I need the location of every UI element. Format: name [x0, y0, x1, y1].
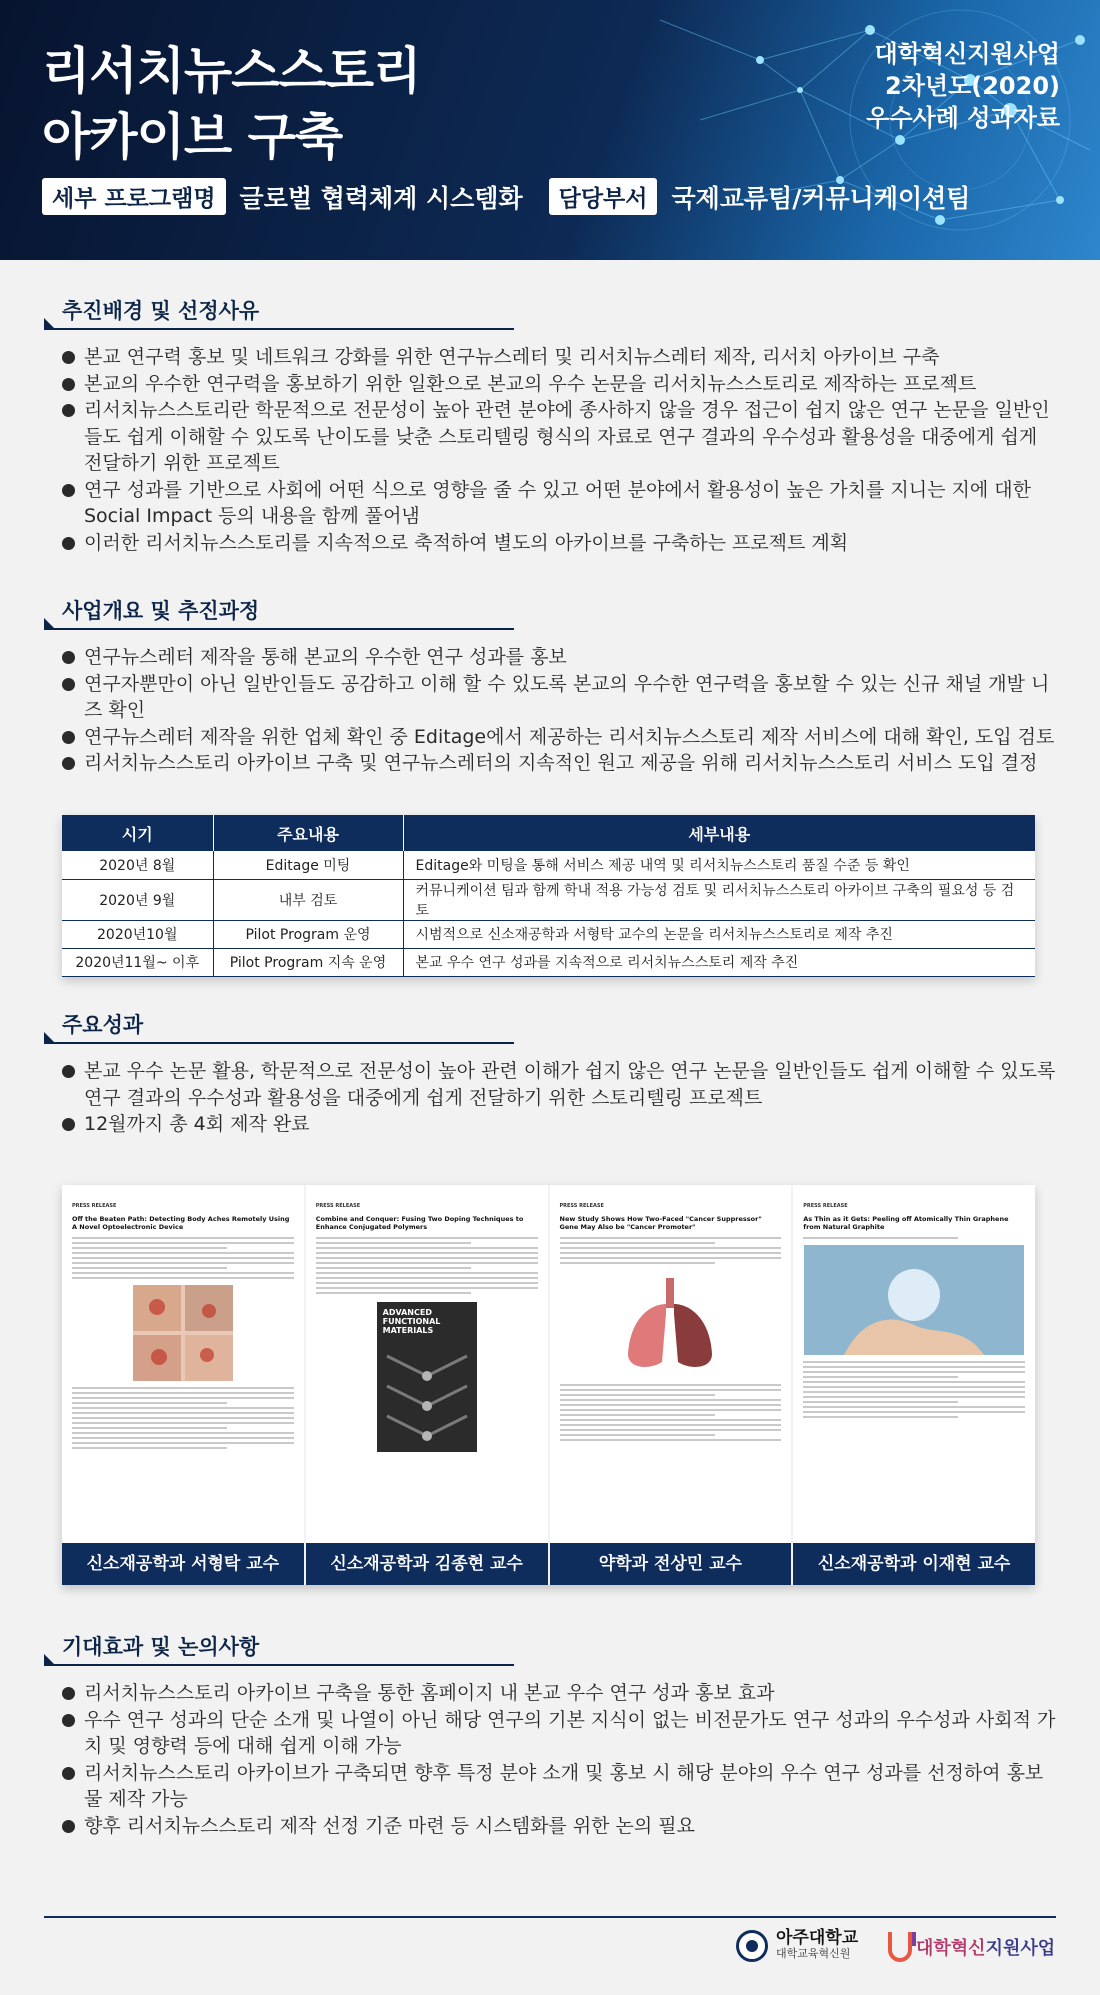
paper-headline: Combine and Conquer: Fusing Two Doping Techniques to Enhance Conjugated Polymers — [315, 1215, 524, 1231]
univ-logo-a: 대학혁신 — [916, 1938, 986, 1959]
paper-card — [62, 1185, 304, 1585]
paper-caption: 신소재공학과 이재현 교수 — [793, 1543, 1035, 1585]
press-release-page — [72, 1203, 294, 1525]
list-item: 본교 우수 논문 활용, 학문적으로 전문성이 높아 관련 이해가 쉽지 않은 연구 논문을 일반인들도 쉽게 이해할 수 있도록 연구 결과의 우수성과 활용성을 대중에게 쉽게 전달하기 위한 스토리텔링 프로젝트 — [62, 1058, 1060, 1111]
journal-title: ADVANCED FUNCTIONAL MATERIALS — [382, 1308, 441, 1335]
section-effects — [40, 1632, 1060, 1839]
paper-headline: Off the Beaten Path: Detecting Body Aches Remotely Using A Novel Optoelectronic Device — [72, 1215, 290, 1231]
list-item: 본교의 우수한 연구력을 홍보하기 위한 일환으로 본교의 우수 논문을 리서치뉴스스토리로 제작하는 프로젝트 — [62, 371, 1060, 398]
table-header-row — [62, 815, 1035, 851]
u-mark-icon — [888, 1932, 912, 1962]
univ-innovation-logo — [888, 1932, 1055, 1962]
bullet-list — [62, 1058, 1060, 1138]
title-line-2: 아카이브 구축 — [42, 108, 343, 166]
list-item: 연구 성과를 기반으로 사회에 어떤 식으로 영향을 줄 수 있고 어떤 분야에서 활용성이 높은 가치를 지니는 지에 대한 Social Impact 등의 내용을 함께 풀어냄 — [62, 477, 1060, 530]
table-cell: 내부 검토 — [213, 879, 403, 920]
paper-card — [306, 1185, 548, 1585]
header-cell: 시기 — [62, 815, 213, 851]
journal-cover-icon — [377, 1302, 477, 1452]
list-item: 이러한 리서치뉴스스토리를 지속적으로 축적하여 별도의 아카이브를 구축하는 프로젝트 계획 — [62, 530, 1060, 557]
list-item: 12월까지 총 4회 제작 완료 — [62, 1111, 1060, 1138]
badge-line-1: 대학혁신지원사업 — [874, 40, 1060, 68]
bullet-list — [62, 1680, 1060, 1839]
program-value: 글로벌 협력체계 시스템화 — [239, 183, 523, 213]
list-item: 연구뉴스레터 제작을 위한 업체 확인 중 Editage에서 제공하는 리서치뉴스스토리 제작 서비스에 대해 확인, 도입 검토 — [62, 724, 1060, 751]
dept-value: 국제교류팀/커뮤니케이션팀 — [671, 183, 971, 213]
bullet-list — [62, 344, 1060, 556]
table-row — [62, 879, 1035, 920]
table-cell: 2020년10월 — [62, 920, 213, 948]
dept-label: 담당부서 — [549, 178, 658, 215]
program-label: 세부 프로그램명 — [42, 178, 226, 215]
timeline-table — [62, 815, 1035, 977]
list-item: 리서치뉴스스토리란 학문적으로 전문성이 높아 관련 분야에 종사하지 않을 경우 접근이 쉽지 않은 연구 논문을 일반인들도 쉽게 이해할 수 있도록 난이도를 낮춘 스토리텔링 형식의 자료로 연구 결과의 우수성과 활용성을 대중에게 쉽게 전달하기 위한 프로젝트 — [62, 397, 1060, 477]
ajou-logo — [736, 1930, 858, 1962]
table-cell: 시범적으로 신소재공학과 서형탁 교수의 논문을 리서치뉴스스토리로 제작 추진 — [403, 920, 1035, 948]
table-cell: Pilot Program 운영 — [213, 920, 403, 948]
press-label: PRESS RELEASE — [559, 1203, 604, 1209]
paper-card — [793, 1185, 1035, 1585]
badge-line-3: 우수사례 성과자료 — [866, 104, 1060, 132]
title-line-1: 리서치뉴스스토리 — [42, 42, 421, 100]
table-cell: 2020년 9월 — [62, 879, 213, 920]
press-release-page — [316, 1203, 538, 1525]
table-cell: 2020년11월~ 이후 — [62, 948, 213, 976]
table-row — [62, 851, 1035, 879]
page-title — [42, 38, 420, 170]
ajou-name: 아주대학교 — [776, 1928, 859, 1948]
table-cell: Pilot Program 지속 운영 — [213, 948, 403, 976]
paper-caption: 약학과 전상민 교수 — [550, 1543, 792, 1585]
table-cell: Editage 미팅 — [213, 851, 403, 879]
table-row — [62, 948, 1035, 976]
hand-pain-photo-icon — [133, 1285, 233, 1381]
badge-line-2: 2차년도(2020) — [885, 72, 1060, 100]
section-title: 기대효과 및 논의사항 — [40, 1632, 1060, 1666]
section-overview — [40, 596, 1060, 777]
paper-caption: 신소재공학과 김종현 교수 — [306, 1543, 548, 1585]
header-banner — [0, 0, 1100, 260]
paper-card — [550, 1185, 792, 1585]
table-cell: Editage와 미팅을 통해 서비스 제공 내역 및 리서치뉴스스토리 품질 수준 등 확인 — [403, 851, 1035, 879]
paper-gallery — [62, 1185, 1035, 1585]
university-seal-icon — [736, 1930, 768, 1962]
header-cell: 주요내용 — [213, 815, 403, 851]
paper-headline: As Thin as it Gets: Peeling off Atomically Thin Graphene from Natural Graphite — [803, 1215, 1009, 1231]
list-item: 연구자뿐만이 아닌 일반인들도 공감하고 이해 할 수 있도록 본교의 우수한 연구력을 홍보할 수 있는 신규 채널 개발 니즈 확인 — [62, 671, 1060, 724]
univ-logo-b: 지원사업 — [985, 1938, 1056, 1959]
table-row — [62, 920, 1035, 948]
press-label: PRESS RELEASE — [72, 1203, 117, 1209]
bullet-list — [62, 644, 1060, 777]
footer-divider — [44, 1916, 1056, 1918]
graphene-hand-photo-icon — [804, 1245, 1024, 1355]
press-release-page — [803, 1203, 1025, 1525]
section-title: 주요성과 — [40, 1010, 1060, 1044]
list-item: 리서치뉴스스토리 아카이브 구축을 통한 홈페이지 내 본교 우수 연구 성과 홍보 효과 — [62, 1680, 1060, 1707]
ajou-sub: 대학교육혁신원 — [776, 1947, 851, 1960]
meta-row — [42, 178, 970, 215]
section-background — [40, 296, 1060, 556]
table-cell: 본교 우수 연구 성과를 지속적으로 리서치뉴스스토리 제작 추진 — [403, 948, 1035, 976]
press-release-page — [560, 1203, 782, 1525]
paper-caption: 신소재공학과 서형탁 교수 — [62, 1543, 304, 1585]
list-item: 연구뉴스레터 제작을 통해 본교의 우수한 연구 성과를 홍보 — [62, 644, 1060, 671]
list-item: 리서치뉴스스토리 아카이브 구축 및 연구뉴스레터의 지속적인 원고 제공을 위해 리서치뉴스스토리 서비스 도입 결정 — [62, 750, 1060, 777]
list-item: 향후 리서치뉴스스토리 제작 선정 기준 마련 등 시스템화를 위한 논의 필요 — [62, 1813, 1060, 1840]
list-item: 우수 연구 성과의 단순 소개 및 나열이 아닌 해당 연구의 기본 지식이 없는 비전문가도 연구 성과의 우수성과 사회적 가치 및 영향력 등에 대해 쉽게 이해 가능 — [62, 1707, 1060, 1760]
paper-headline: New Study Shows How Two-Faced "Cancer Suppressor" Gene May Also be "Cancer Promoter" — [559, 1215, 762, 1231]
table-cell: 커뮤니케이션 팀과 함께 학내 적용 가능성 검토 및 리서치뉴스스토리 아카이브 구축의 필요성 등 검토 — [403, 879, 1035, 920]
press-label: PRESS RELEASE — [803, 1203, 848, 1209]
section-results — [40, 1010, 1060, 1138]
lungs-illustration-icon — [610, 1274, 730, 1374]
section-title: 사업개요 및 추진과정 — [40, 596, 1060, 630]
table-cell: 2020년 8월 — [62, 851, 213, 879]
header-cell: 세부내용 — [403, 815, 1035, 851]
press-label: PRESS RELEASE — [315, 1203, 361, 1209]
section-title: 추진배경 및 선정사유 — [40, 296, 1060, 330]
list-item: 본교 연구력 홍보 및 네트워크 강화를 위한 연구뉴스레터 및 리서치뉴스레터 제작, 리서치 아카이브 구축 — [62, 344, 1060, 371]
project-badge — [866, 38, 1060, 134]
list-item: 리서치뉴스스토리 아카이브가 구축되면 향후 특정 분야 소개 및 홍보 시 해당 분야의 우수 연구 성과를 선정하여 홍보물 제작 가능 — [62, 1760, 1060, 1813]
